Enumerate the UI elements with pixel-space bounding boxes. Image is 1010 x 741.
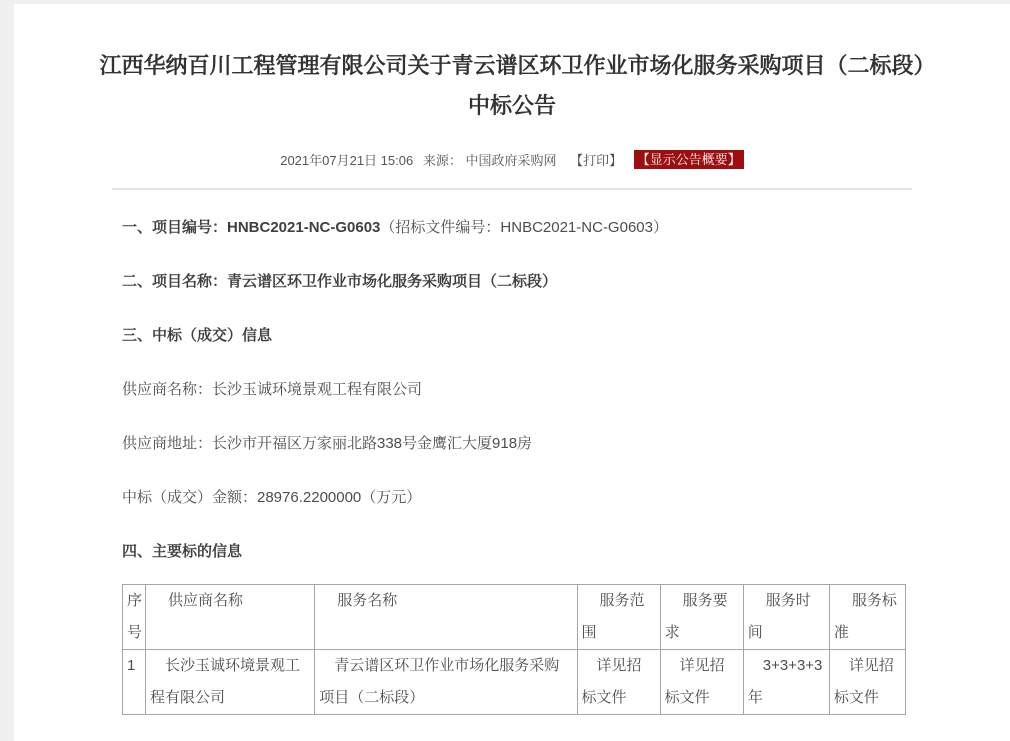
project-name-bold: 二、项目名称：青云谱区环卫作业市场化服务采购项目（二标段） [122, 273, 558, 290]
cell-service-standard: 详见招标文件 [829, 650, 905, 715]
paragraph-project-number [122, 218, 912, 238]
header-service-standard: 服务标准 [829, 585, 905, 650]
source-name: 中国政府采购网 [465, 153, 557, 168]
header-service-name: 服务名称 [315, 585, 577, 650]
subject-info-table [122, 584, 906, 715]
print-button[interactable]: 【打印】 [570, 153, 623, 168]
header-service-time: 服务时间 [743, 585, 829, 650]
cell-service-name: 青云谱区环卫作业市场化服务采购项目（二标段） [315, 650, 577, 715]
paragraph-award-amount [122, 488, 912, 508]
publish-datetime: 2021年07月21日 15:06 [280, 153, 414, 168]
project-number-note: （招标文件编号：HNBC2021-NC-G0603） [380, 219, 668, 236]
cell-supplier-name: 长沙玉诚环境景观工程有限公司 [146, 650, 315, 715]
paragraph-supplier-name [122, 380, 912, 400]
cell-service-requirement: 详见招标文件 [660, 650, 743, 715]
project-number-bold: 一、项目编号：HNBC2021-NC-G0603 [122, 219, 381, 236]
cell-service-time: 3+3+3+3年 [743, 650, 829, 715]
supplier-address-text: 供应商地址：长沙市开福区万家丽北路338号金鹰汇大厦918房 [122, 435, 533, 452]
announcement-body [112, 188, 912, 715]
show-summary-button[interactable]: 【显示公告概要】 [634, 150, 744, 169]
cell-seq-no: 1 [123, 650, 146, 715]
table-row [123, 650, 906, 715]
supplier-name-text: 供应商名称：长沙玉诚环境景观工程有限公司 [122, 381, 423, 398]
source-label: 来源： [422, 153, 462, 168]
paragraph-supplier-address [122, 434, 912, 454]
subject-info-bold: 四、主要标的信息 [122, 543, 243, 560]
header-service-scope: 服务范围 [577, 585, 660, 650]
announcement-card [14, 4, 1010, 741]
paragraph-award-info-heading [122, 326, 912, 346]
award-info-bold: 三、中标（成交）信息 [122, 327, 273, 344]
header-supplier-name: 供应商名称 [146, 585, 315, 650]
paragraph-project-name [122, 272, 912, 292]
paragraph-subject-info-heading [122, 542, 912, 562]
page-title: 江西华纳百川工程管理有限公司关于青云谱区环卫作业市场化服务采购项目（二标段）中标公告 [99, 53, 925, 118]
cell-service-scope: 详见招标文件 [577, 650, 660, 715]
header-service-requirement: 服务要求 [660, 585, 743, 650]
table-header-row [123, 585, 906, 650]
header-seq-no: 序号 [123, 585, 146, 650]
award-amount-text: 中标（成交）金额：28976.2200000（万元） [122, 489, 422, 506]
meta-bar [14, 150, 1010, 170]
